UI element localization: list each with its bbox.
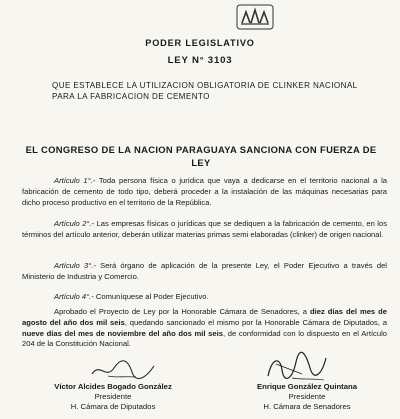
law-subject: [52, 80, 372, 102]
institution-title: PODER LEGISLATIVO: [145, 38, 255, 48]
article-text: Las empresas físicas o jurídicas que se dediquen a la fabricación de cemento, en los términos del artículo anterior, deberán utilizar materias primas semi elaboradas (clinker) de origen nacional.: [22, 219, 387, 239]
article-label: Artículo 3°.-: [54, 261, 96, 270]
article-4: [22, 292, 387, 303]
approval-paragraph: [22, 307, 387, 350]
article-label: Artículo 4°.-: [54, 292, 94, 301]
article-text: Será órgano de aplicación de la presente Ley, el Poder Ejecutivo a través del Ministerio de Industria y Comercio.: [22, 261, 387, 281]
signatory-name: Víctor Alcides Bogado González: [54, 382, 172, 391]
article-1: [22, 176, 387, 208]
right-signatory: [222, 382, 392, 412]
left-handwritten-signature: [88, 356, 158, 384]
approval-text: Aprobado el Proyecto de Ley por la Honorable Cámara de Senadores, a: [54, 307, 310, 316]
signatory-role: Presidente: [288, 392, 326, 401]
law-subject-line-2: PARA LA FABRICACION DE CEMENTO: [52, 92, 210, 101]
article-text: Comuníquese al Poder Ejecutivo.: [93, 292, 209, 301]
signatory-role: Presidente: [94, 392, 132, 401]
signatory-chamber: H. Cámara de Diputados: [70, 402, 156, 411]
congress-seal-icon: [236, 4, 274, 30]
enactment-clause-line-1: EL CONGRESO DE LA NACION PARAGUAYA SANCIONA CON FUERZA DE: [25, 144, 377, 155]
approval-text: , de conformidad con lo dispuesto en el Artículo 204 de la Constitución Nacional.: [22, 328, 387, 349]
left-signatory: [28, 382, 198, 412]
article-label: Artículo 2°.-: [54, 219, 95, 228]
senate-approval-date: diez días del mes de agosto del año dos mil seis: [22, 307, 388, 327]
article-text: Toda persona física o jurídica que vaya a dedicarse en el territorio nacional a la fabricación de cemento de todo tipo, deberá proceder a la instalación de las máquinas necesarias para dicho proceso productivo en el territorio de la República.: [22, 176, 387, 207]
approval-text: , quedando sancionado el mismo por la Honorable Cámara de Diputados, a: [124, 317, 387, 327]
law-number: LEY N° 3103: [167, 55, 233, 66]
article-2: [22, 219, 387, 241]
enactment-clause: [8, 143, 394, 169]
article-label: Artículo 1°.-: [54, 176, 96, 185]
deputies-approval-date: nueve días del mes de noviembre del año dos mil seis: [22, 328, 223, 338]
signatory-chamber: H. Cámara de Senadores: [263, 402, 351, 411]
article-3: [22, 261, 387, 283]
enactment-clause-line-2: LEY: [191, 157, 211, 168]
right-handwritten-signature: [262, 350, 332, 384]
law-subject-line-1: QUE ESTABLECE LA UTILIZACION OBLIGATORIA DE CLINKER NACIONAL: [52, 81, 358, 90]
signatory-name: Enrique González Quintana: [257, 382, 357, 391]
